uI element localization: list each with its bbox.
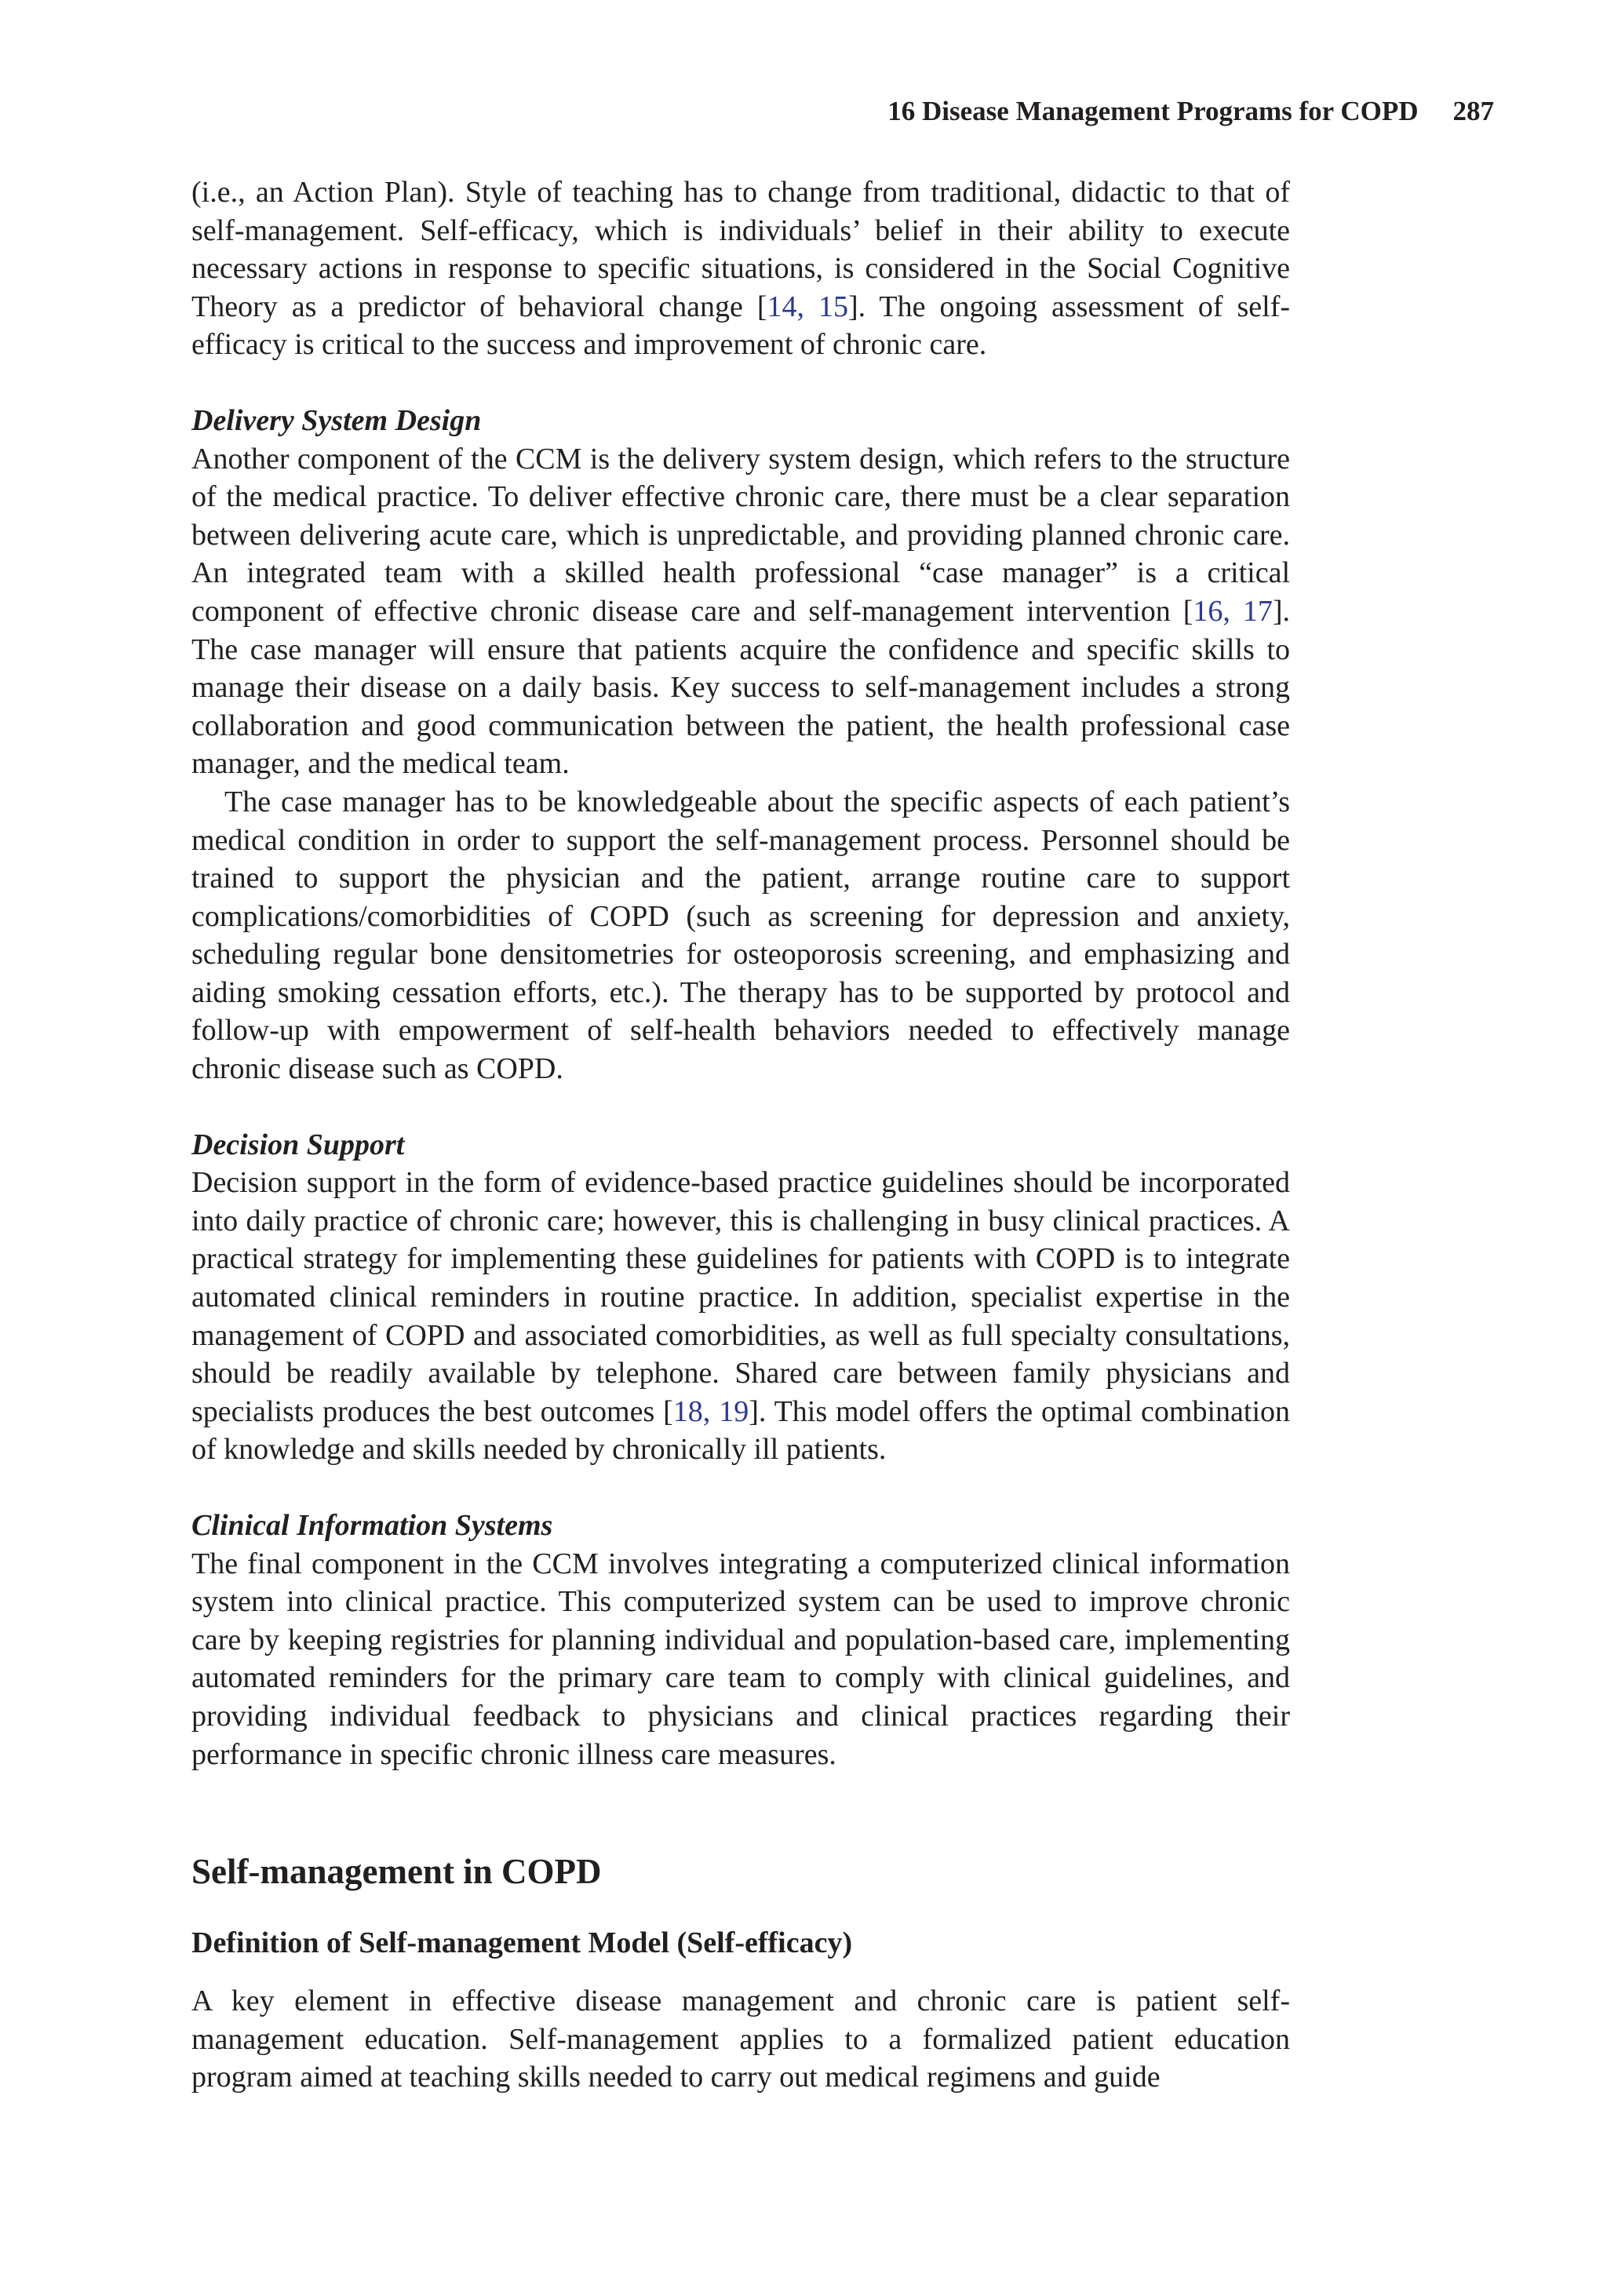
self-management-paragraph: A key element in effective disease management and chronic care is patient self-management education. Self-management applies to a formalized patient education program aimed at teaching skills needed to carry out medical regimens and guide [191, 1984, 1290, 2094]
intro-text-1: (i.e., an Action Plan). Style of teaching has to change from traditional, didactic to that of self-management. Self-efficacy, which is individuals’ belief in their ability to execute necessary actions in response to specific situations, is considered in the Social Cognitive Theory as a predictor of behavioral change [ [191, 176, 1290, 323]
section-heading-clinical: Clinical Information Systems [191, 1509, 553, 1542]
intro-paragraph [191, 173, 1290, 364]
section-heading-delivery: Delivery System Design [191, 403, 482, 437]
section-title-self-management: Self-management in COPD [191, 1852, 602, 1892]
intro-text-2: ]. The ongoing assessment of self-efficacy is critical to the success and improvement of chronic care. [191, 290, 1290, 362]
delivery-paragraph-2: The case manager has to be knowledgeable about the specific aspects of each patient’s medical condition in order to support the self-management process. Personnel should be trained to support the physician and the patient, arrange routine care to support complications/comorbidities of COPD (such as screening for depression and anxiety, scheduling regular bone densitometries for osteoporosis screening, and emphasizing and aiding smoking cessation efforts, etc.). The therapy has to be supported by protocol and follow-up with empowerment of self-health behaviors needed to effectively manage chronic disease such as COPD. [191, 785, 1290, 1086]
clinical-paragraph: The final component in the CCM involves integrating a computerized clinical information system into clinical practice. This computerized system can be used to improve chronic care by keeping registries for planning individual and population-based care, implementing automated reminders for the primary care team to comply with clinical guidelines, and providing individual feedback to physicians and clinical practices regarding their performance in specific chronic illness care measures. [191, 1547, 1290, 1771]
spacer [191, 1773, 1290, 1849]
citation-link[interactable]: 18, 19 [672, 1394, 749, 1428]
decision-text-1: Decision support in the form of evidence-based practice guidelines should be incorporated into daily practice of chronic care; however, this is challenging in busy clinical practices. A practical strategy for implementing these guidelines for patients with COPD is to integrate automated clinical reminders in routine practice. In addition, specialist expertise in the management of COPD and associated comorbidities, as well as full specialty consultations, should be readily available by telephone. Shared care between family physicians and specialists produces the best outcomes [ [191, 1166, 1290, 1428]
citation-link[interactable]: 16, 17 [1193, 594, 1273, 628]
spacer [191, 1088, 1290, 1126]
decision-paragraph [191, 1164, 1290, 1469]
chapter-title: 16 Disease Management Programs for COPD [887, 96, 1419, 126]
page-number: 287 [1452, 96, 1494, 126]
spacer [191, 1962, 1290, 1982]
running-head [846, 94, 1494, 129]
section-heading-decision: Decision Support [191, 1128, 405, 1161]
spacer [191, 1894, 1290, 1924]
spacer [191, 364, 1290, 402]
spacer [191, 1469, 1290, 1507]
delivery-text-2: ]. The case manager will ensure that patients acquire the confidence and specific skills to manage their disease on a daily basis. Key success to self-management includes a strong collaboration and good communication between the patient, the health professional case manager, and the medical team. [191, 594, 1291, 781]
delivery-text-1: Another component of the CCM is the delivery system design, which refers to the structure of the medical practice. To deliver effective chronic care, there must be a clear separation between delivering acute care, which is unpredictable, and providing planned chronic care. An integrated team with a skilled health professional “case manager” is a critical component of effective chronic disease care and self-management intervention [ [191, 442, 1290, 628]
decision-text-2: ]. This model offers the optimal combination of knowledge and skills needed by chronically ill patients. [191, 1394, 1291, 1467]
delivery-paragraph-1 [191, 440, 1290, 783]
body-text [191, 173, 1290, 2097]
subsection-title-definition: Definition of Self-management Model (Self-efficacy) [191, 1926, 853, 1960]
citation-link[interactable]: 14, 15 [767, 290, 848, 323]
